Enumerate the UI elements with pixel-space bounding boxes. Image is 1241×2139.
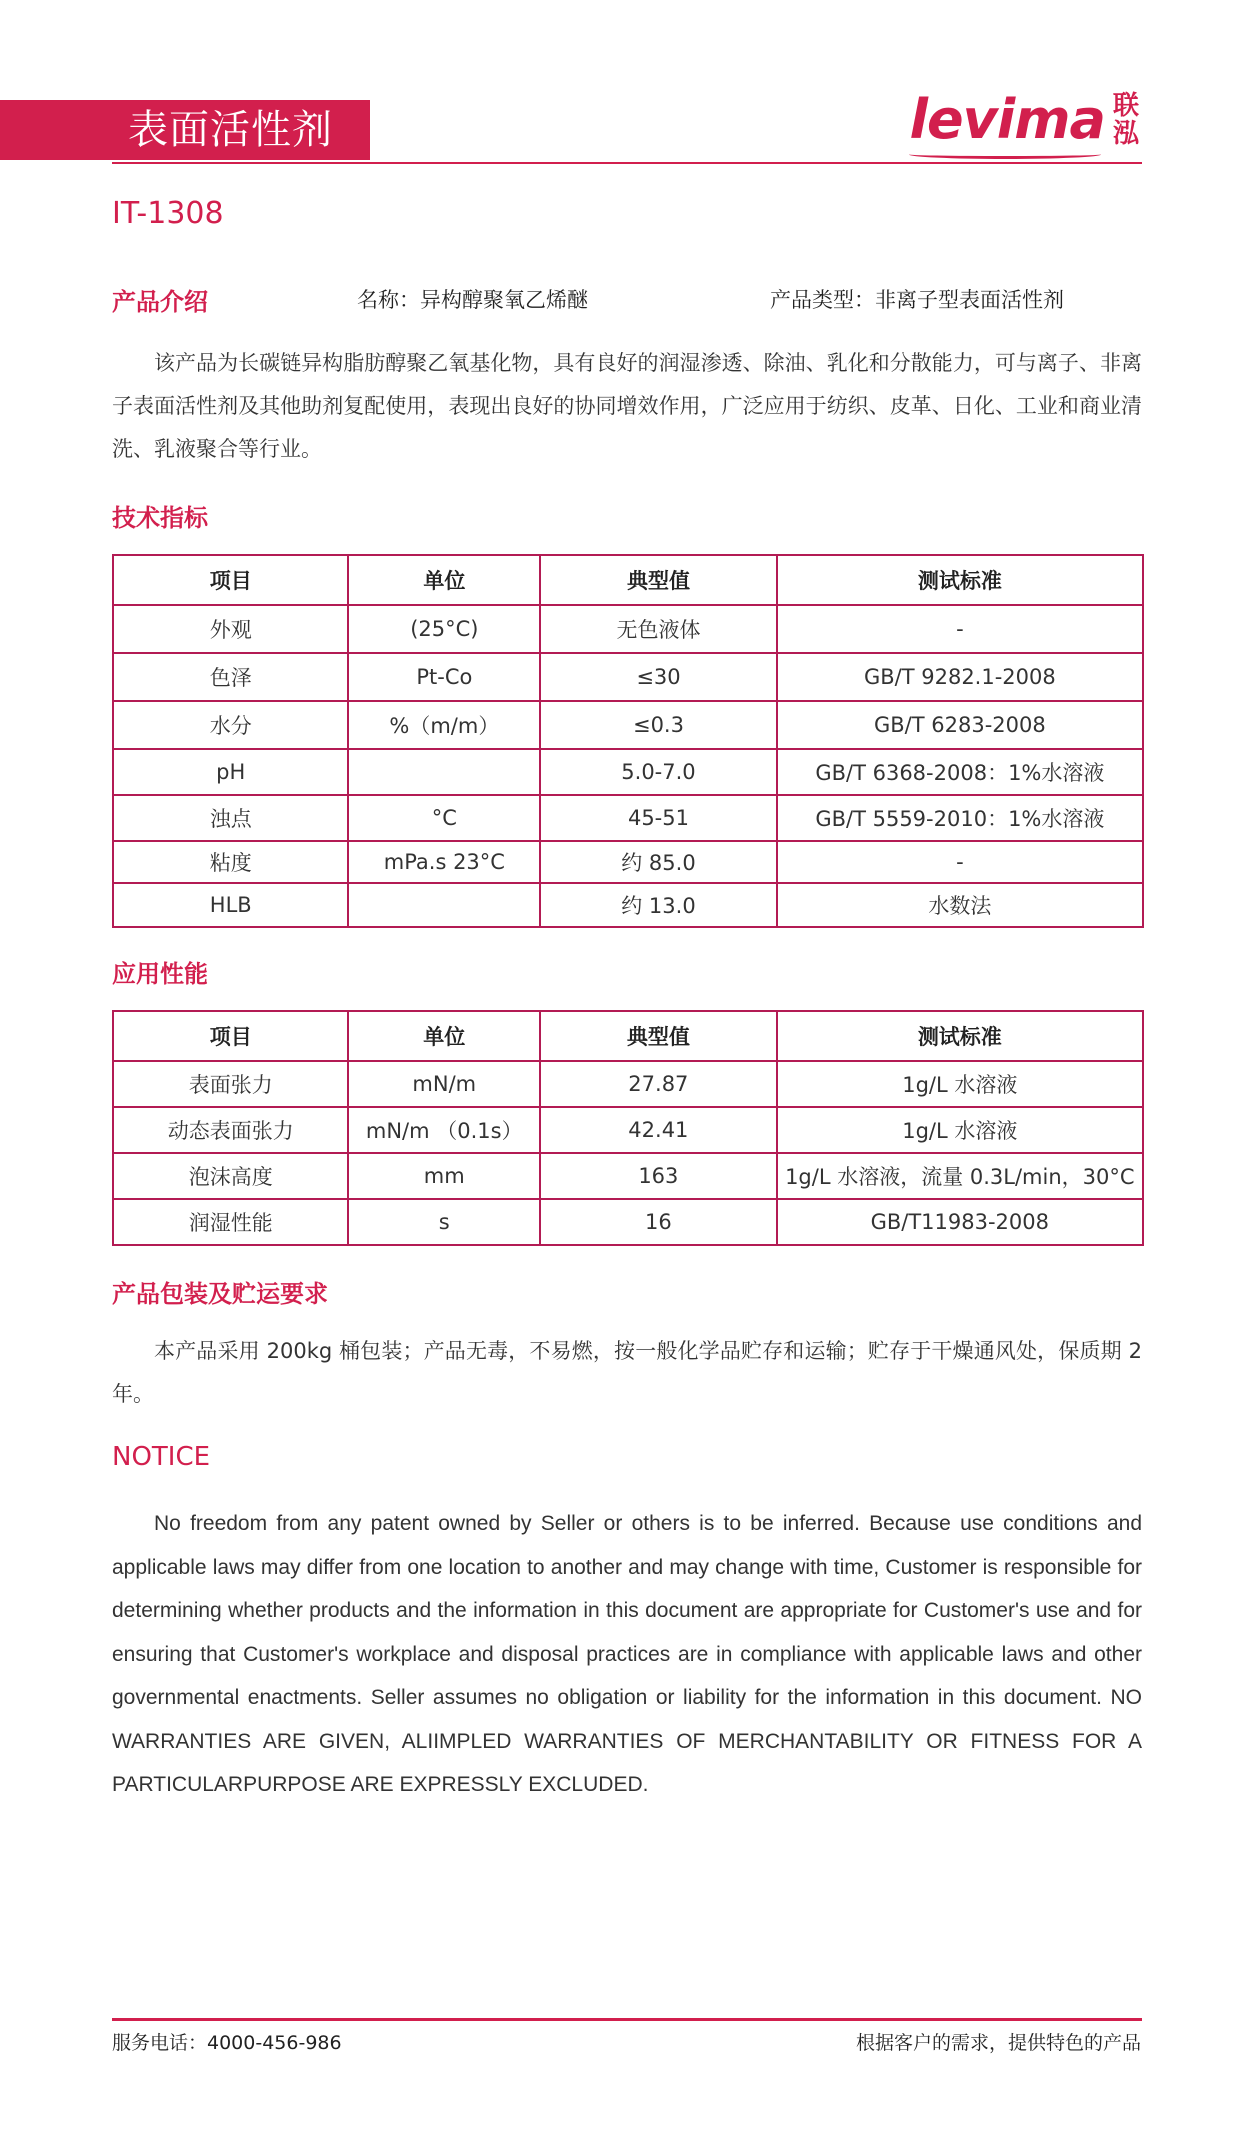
footer-slogan: 根据客户的需求，提供特色的产品 <box>855 2032 1141 2054</box>
table-cell: 外观 <box>113 605 348 653</box>
table-header-cell: 单位 <box>348 1011 540 1061</box>
intro-paragraph: 该产品为长碳链异构脂肪醇聚乙氧基化物，具有良好的润湿渗透、除油、乳化和分散能力，可与离子、非离子表面活性剂及其他助剂复配使用，表现出良好的协同增效作用，广泛应用于纺织、皮革、日化、工业和商业清洗、乳液聚合等行业。 <box>112 351 1142 461</box>
table-cell: 水分 <box>113 701 348 749</box>
header-divider <box>112 162 1142 164</box>
table-cell <box>348 749 540 795</box>
table-cell: 粘度 <box>113 841 348 883</box>
table-cell: mm <box>348 1153 540 1199</box>
table-cell: GB/T 5559-2010：1%水溶液 <box>777 795 1143 841</box>
application-table <box>112 1010 1144 1246</box>
table-row <box>113 1153 1143 1199</box>
table-cell: 水数法 <box>777 883 1143 927</box>
table-cell: °C <box>348 795 540 841</box>
table-row <box>113 749 1143 795</box>
table-cell: GB/T 9282.1-2008 <box>777 653 1143 701</box>
product-model: IT-1308 <box>112 196 224 231</box>
brand-logo-text: levima <box>909 88 1105 151</box>
product-name: 名称：异构醇聚氧乙烯醚 <box>357 288 588 312</box>
table-row <box>113 1199 1143 1245</box>
table-cell: GB/T 6368-2008：1%水溶液 <box>777 749 1143 795</box>
table-row <box>113 1061 1143 1107</box>
table-cell: mN/m <box>348 1061 540 1107</box>
table-cell <box>348 883 540 927</box>
packaging-paragraph: 本产品采用 200kg 桶包装；产品无毒，不易燃，按一般化学品贮存和运输；贮存于干燥通风处，保质期 2 年。 <box>112 1339 1142 1406</box>
table-cell: 润湿性能 <box>113 1199 348 1245</box>
notice-title: NOTICE <box>112 1442 211 1472</box>
table-cell: 45-51 <box>540 795 777 841</box>
table-cell: s <box>348 1199 540 1245</box>
table-cell: 42.41 <box>540 1107 777 1153</box>
footer-divider <box>112 2018 1142 2021</box>
table-cell: HLB <box>113 883 348 927</box>
table-row <box>113 605 1143 653</box>
table-cell: GB/T 6283-2008 <box>777 701 1143 749</box>
brand-chinese-name: 联泓 <box>1112 90 1139 149</box>
table-cell: 色泽 <box>113 653 348 701</box>
table-header-cell: 项目 <box>113 555 348 605</box>
notice-paragraph: No freedom from any patent owned by Seller or others is to be inferred. Because use conditions and applicable laws may differ from one location to another and may change with time, Customer is responsible for determining whether products and the information in this document are appropriate for Customer's use and for ensuring that Customer's workplace and disposal practices are in compliance with applicable laws and other governmental enactments. Seller assumes no obligation or liability for the information in this document. NO WARRANTIES ARE GIVEN, ALIIMPLED WARRANTIES OF MERCHANTABILITY OR FITNESS FOR A PARTICULARPURPOSE ARE EXPRESSLY EXCLUDED. <box>112 1512 1142 1796</box>
table-header-row <box>113 555 1143 605</box>
table-cell: 27.87 <box>540 1061 777 1107</box>
section-title-intro: 产品介绍 <box>112 288 208 316</box>
table-cell: ≤30 <box>540 653 777 701</box>
table-cell: 表面张力 <box>113 1061 348 1107</box>
table-row <box>113 795 1143 841</box>
table-cell: 1g/L 水溶液，流量 0.3L/min，30°C <box>777 1153 1143 1199</box>
table-cell: - <box>777 841 1143 883</box>
table-cell: (25°C) <box>348 605 540 653</box>
table-header-cell: 测试标准 <box>777 1011 1143 1061</box>
table-cell: 无色液体 <box>540 605 777 653</box>
table-cell: 1g/L 水溶液 <box>777 1061 1143 1107</box>
page-category-title: 表面活性剂 <box>128 107 333 153</box>
table-cell: 浊点 <box>113 795 348 841</box>
section-title-packaging: 产品包装及贮运要求 <box>112 1280 328 1308</box>
table-cell: 泡沫高度 <box>113 1153 348 1199</box>
table-cell: Pt-Co <box>348 653 540 701</box>
table-header-cell: 测试标准 <box>777 555 1143 605</box>
table-header-cell: 典型值 <box>540 1011 777 1061</box>
table-cell: GB/T11983-2008 <box>777 1199 1143 1245</box>
product-type: 产品类型：非离子型表面活性剂 <box>770 288 1064 312</box>
table-cell: mN/m （0.1s） <box>348 1107 540 1153</box>
table-row <box>113 1107 1143 1153</box>
brand-swoosh-icon <box>909 150 1101 159</box>
table-cell: - <box>777 605 1143 653</box>
table-header-cell: 典型值 <box>540 555 777 605</box>
table-cell: %（m/m） <box>348 701 540 749</box>
table-row <box>113 653 1143 701</box>
table-header-row <box>113 1011 1143 1061</box>
tech-specs-table <box>112 554 1144 928</box>
table-cell: 163 <box>540 1153 777 1199</box>
table-cell: 动态表面张力 <box>113 1107 348 1153</box>
table-header-cell: 项目 <box>113 1011 348 1061</box>
table-cell: 5.0-7.0 <box>540 749 777 795</box>
table-row <box>113 883 1143 927</box>
table-header-cell: 单位 <box>348 555 540 605</box>
table-cell: pH <box>113 749 348 795</box>
section-title-application: 应用性能 <box>112 960 208 988</box>
brand-logo <box>909 88 1141 151</box>
table-cell: 16 <box>540 1199 777 1245</box>
table-cell: mPa.s 23°C <box>348 841 540 883</box>
table-cell: 约 85.0 <box>540 841 777 883</box>
table-row <box>113 701 1143 749</box>
table-row <box>113 841 1143 883</box>
table-cell: 约 13.0 <box>540 883 777 927</box>
section-title-tech-specs: 技术指标 <box>112 504 208 532</box>
table-cell: ≤0.3 <box>540 701 777 749</box>
table-cell: 1g/L 水溶液 <box>777 1107 1143 1153</box>
footer-phone: 服务电话：4000-456-986 <box>112 2032 342 2054</box>
